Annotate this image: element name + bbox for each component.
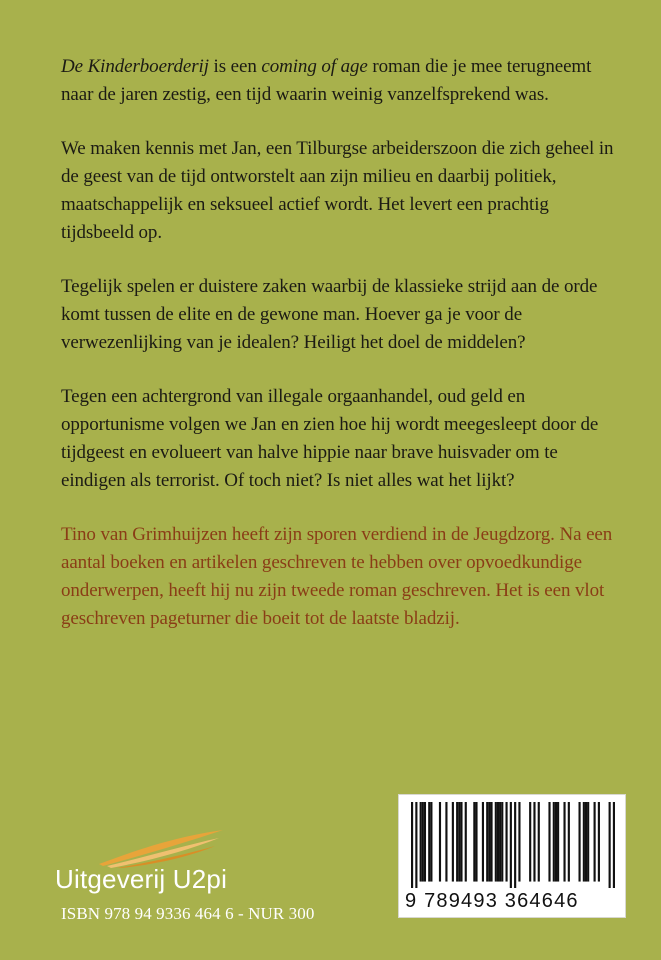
swoosh-logo-icon — [97, 828, 227, 868]
publisher-logo — [55, 828, 295, 898]
barcode-bar — [499, 802, 501, 882]
barcode-bar — [439, 802, 441, 882]
blurb-paragraph-3: Tegelijk spelen er duistere zaken waarbij de klassieke strijd aan de orde komt tussen de elite en de gewone man. Hoever ga je voor de verwezenlijking van je idealen? Heiligt het doel de middelen? — [61, 276, 598, 353]
barcode-bar — [557, 802, 559, 882]
blurb-paragraph-1 — [61, 53, 617, 109]
genre-term: coming of age — [261, 56, 368, 77]
barcode-bar — [430, 802, 432, 882]
barcode-bar — [553, 802, 555, 882]
barcode-bar — [538, 802, 540, 882]
barcode-bar — [424, 802, 426, 882]
barcode-bar — [578, 802, 580, 882]
barcode-bar — [510, 802, 512, 888]
barcode-bar — [422, 802, 424, 882]
barcode-bar — [501, 802, 503, 882]
barcode-bar — [585, 802, 587, 882]
barcode-bar — [456, 802, 458, 882]
barcode-bar — [505, 802, 507, 882]
barcode-bar — [563, 802, 565, 882]
barcode-bar — [488, 802, 490, 882]
barcode-bar — [518, 802, 520, 882]
barcode-bar — [497, 802, 499, 882]
barcode-bar — [583, 802, 585, 882]
book-title: De Kinderboerderij — [61, 56, 209, 77]
blurb-text — [61, 53, 617, 659]
barcode-digits: 9 789493 364646 — [405, 890, 579, 912]
barcode-bar — [495, 802, 497, 882]
barcode-bar — [609, 802, 611, 888]
barcode-bar — [548, 802, 550, 882]
barcode-bar — [613, 802, 615, 888]
barcode-bar — [411, 802, 413, 888]
barcode-bar — [514, 802, 516, 888]
blurb-paragraph-2: We maken kennis met Jan, een Tilburgse arbeiderszoon die zich geheel in de geest van de tijd ontworstelt aan zijn milieu en daarbij politiek, maatschappelijk en seksueel actief wordt. Het levert een prachtig tijdsbeeld op. — [61, 138, 614, 243]
barcode-bar — [529, 802, 531, 882]
barcode-bars — [411, 802, 615, 888]
barcode-bar — [533, 802, 535, 882]
barcode-bar — [465, 802, 467, 882]
blurb-text-run: roman die je mee terugneemt naar de jaren zestig, een tijd waarin weinig vanzelfsprekend was. — [61, 56, 592, 105]
barcode-bar — [475, 802, 477, 882]
barcode-bar — [420, 802, 422, 882]
publisher-name: Uitgeverij U2pi — [55, 864, 228, 894]
barcode-bar — [458, 802, 460, 882]
barcode-bar — [460, 802, 462, 882]
barcode-bar — [428, 802, 430, 882]
barcode-bar — [482, 802, 484, 882]
barcode-bar — [594, 802, 596, 882]
barcode-bar — [415, 802, 417, 888]
blurb-text-run: is een — [208, 56, 262, 77]
blurb-paragraph-4: Tegen een achtergrond van illegale orgaanhandel, oud geld en opportunisme volgen we Jan en zien hoe hij wordt meegesleept door de tijdgeest en evolueert van halve hippie naar brave huisvader om te eindigen als terrorist. Of toch niet? Is niet alles wat het lijkt? — [61, 386, 599, 491]
barcode-bar — [555, 802, 557, 882]
barcode-bar — [452, 802, 454, 882]
barcode-bar — [473, 802, 475, 882]
barcode-bar — [598, 802, 600, 882]
barcode-bar — [587, 802, 589, 882]
barcode-bar — [445, 802, 447, 882]
barcode-bar — [486, 802, 488, 882]
barcode-bar — [490, 802, 492, 882]
isbn-nur-line: ISBN 978 94 9336 464 6 - NUR 300 — [61, 904, 315, 923]
barcode — [398, 794, 626, 918]
barcode-bar — [568, 802, 570, 882]
author-bio: Tino van Grimhuijzen heeft zijn sporen verdiend in de Jeugdzorg. Na een aantal boeken en artikelen geschreven te hebben over opvoedkundige onderwerpen, heeft hij nu zijn tweede roman geschreven. Het is een vlot geschreven pageturner die boeit tot de laatste bladzij. — [61, 524, 613, 629]
